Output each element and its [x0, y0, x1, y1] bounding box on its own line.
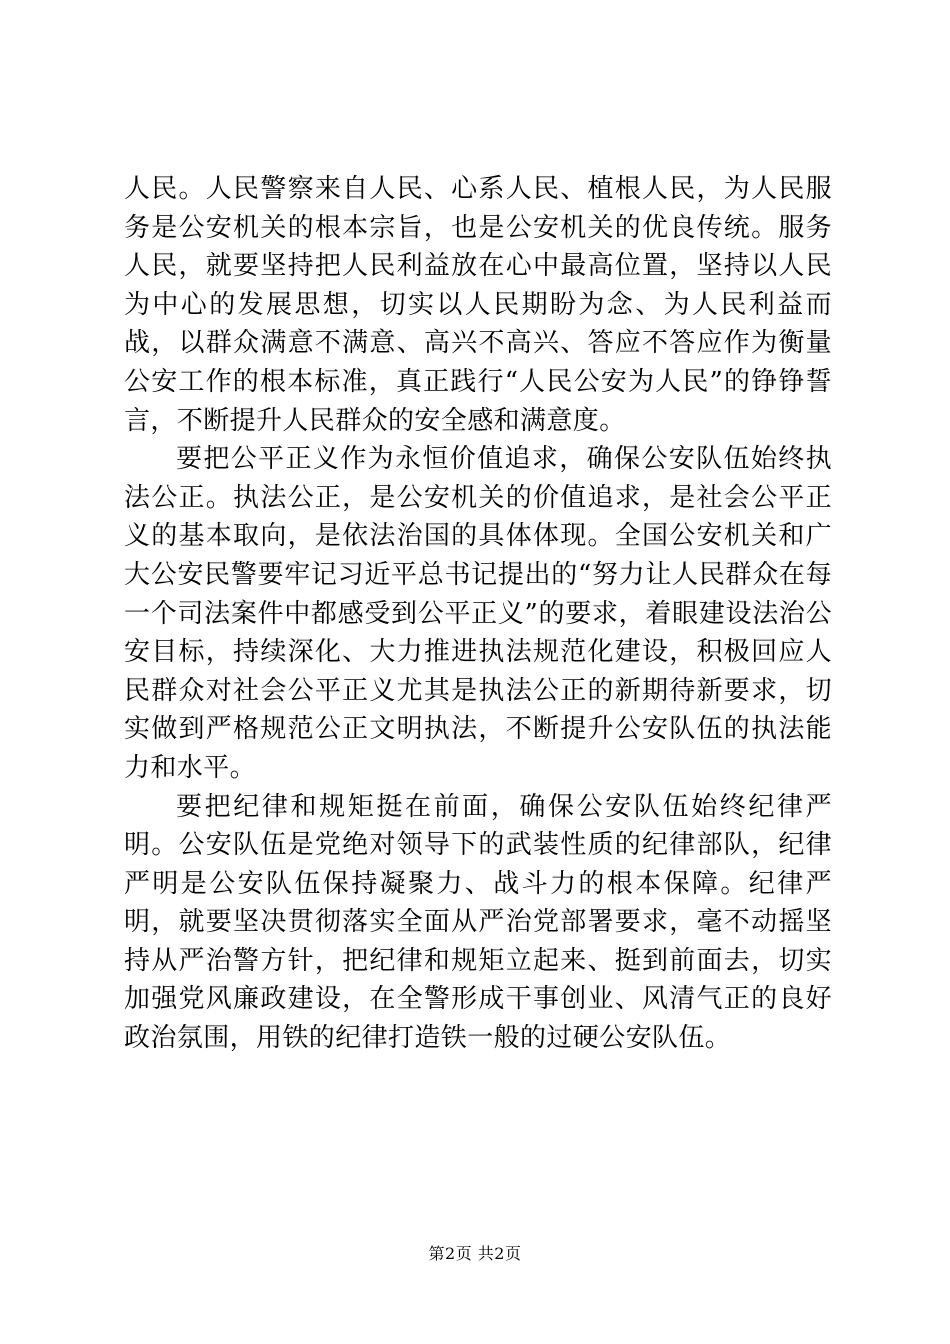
document-body	[124, 170, 832, 1058]
paragraph-continued: 人民。人民警察来自人民、心系人民、植根人民，为人民服务是公安机关的根本宗旨，也是公安机关的优良传统。服务人民，就要坚持把人民利益放在心中最高位置，坚持以人民为中心的发展思想，切实以人民期盼为念、为人民利益而战，以群众满意不满意、高兴不高兴、答应不答应作为衡量公安工作的根本标准，真正践行“人民公安为人民”的铮铮誓言，不断提升人民群众的安全感和满意度。	[124, 174, 832, 436]
paragraph-discipline: 要把纪律和规矩挺在前面，确保公安队伍始终纪律严明。公安队伍是党绝对领导下的武装性质的纪律部队，纪律严明是公安队伍保持凝聚力、战斗力的根本保障。纪律严明，就要坚决贯彻落实全面从严治党部署要求，毫不动摇坚持从严治警方针，把纪律和规矩立起来、挺到前面去，切实加强党风廉政建设，在全警形成干事创业、风清气正的良好政治氛围，用铁的纪律打造铁一般的过硬公安队伍。	[124, 791, 832, 1054]
paragraph-fairness: 要把公平正义作为永恒价值追求，确保公安队伍始终执法公正。执法公正，是公安机关的价值追求，是社会公平正义的基本取向，是依法治国的具体体现。全国公安机关和广大公安民警要牢记习近平总书记提出的“努力让人民群众在每一个司法案件中都感受到公平正义”的要求，着眼建设法治公安目标，持续深化、大力推进执法规范化建设，积极回应人民群众对社会公平正义尤其是执法公正的新期待新要求，切实做到严格规范公正文明执法，不断提升公安队伍的执法能力和水平。	[124, 444, 832, 783]
page-number-footer: 第2页 共2页	[428, 1244, 522, 1263]
